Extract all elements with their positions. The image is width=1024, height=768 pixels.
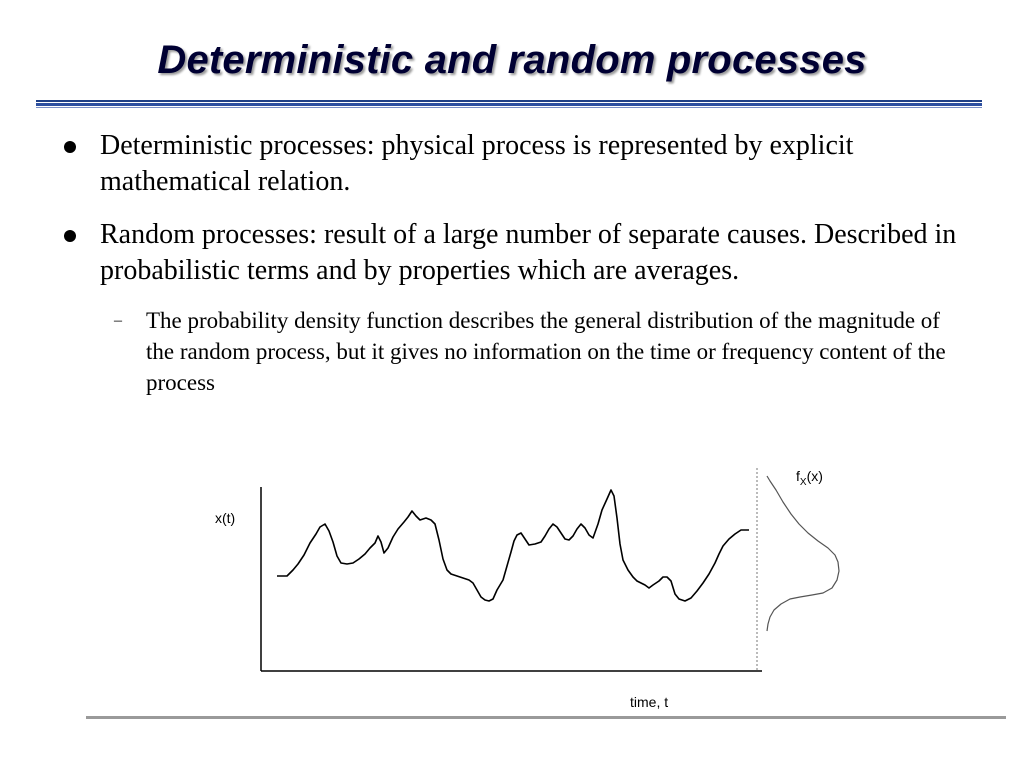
x-axis-label: time, t: [630, 694, 669, 710]
sub-bullet-text: The probability density function describes the general distribution of the magnitude of the random process, but it gives no information on the time or frequency content of the process: [146, 308, 946, 395]
random-signal-curve: [277, 490, 749, 601]
footer-rule: [86, 716, 1006, 719]
bullet-text: Deterministic processes: physical process is represented by explicit mathematical relation.: [100, 130, 854, 197]
slide-title: Deterministic and random processes: [157, 38, 867, 82]
y-axis-label: x(t): [215, 510, 236, 526]
dash-icon: –: [114, 312, 122, 329]
pdf-label-subscript: X: [799, 476, 807, 488]
pdf-curve: [767, 476, 839, 631]
pdf-label: [796, 468, 823, 488]
pdf-label-main: f: [796, 468, 800, 484]
bullet-text: Random processes: result of a large number of separate causes. Described in probabilistic terms and by properties which are averages.: [100, 219, 957, 286]
pdf-label-arg: (x): [806, 468, 823, 484]
